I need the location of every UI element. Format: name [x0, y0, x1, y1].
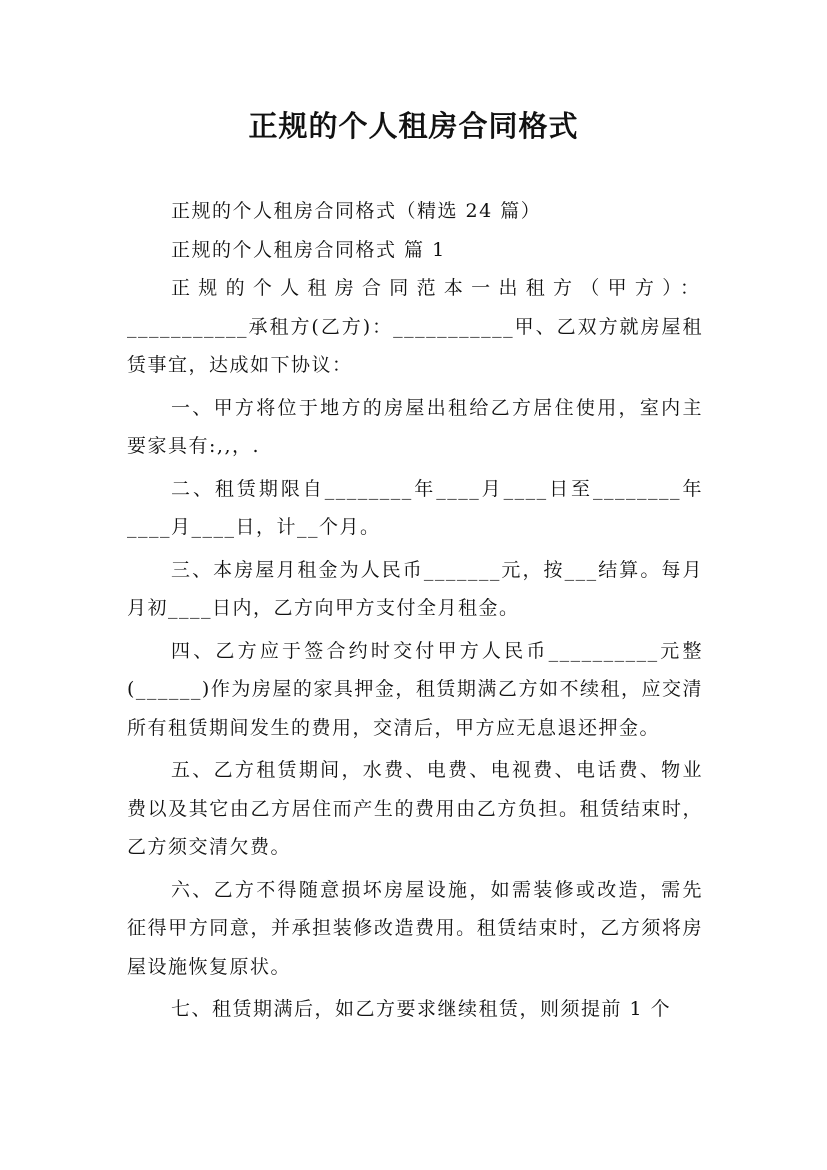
document-body [127, 192, 703, 1029]
clause-7: 七、租赁期满后，如乙方要求继续租赁，则须提前 1 个 [171, 998, 672, 1020]
clause-2: 二、租赁期限自________年____月____日至________年____月____日，计__个月。 [127, 477, 703, 538]
intro-line-1: 正规的个人租房合同范本一出租方（甲方）： [171, 277, 703, 299]
clause-5: 五、乙方租赁期间，水费、电费、电视费、电话费、物业费以及其它由乙方居住而产生的费用由乙方负担。租赁结束时，乙方须交清欠费。 [127, 759, 703, 858]
clause-6: 六、乙方不得随意损坏房屋设施，如需装修或改造，需先征得甲方同意，并承担装修改造费用。租赁结束时，乙方须将房屋设施恢复原状。 [127, 878, 703, 978]
clause-1: 一、甲方将位于地方的房屋出租给乙方居住使用，室内主要家具有:,,，. [127, 396, 703, 457]
document-title: 正规的个人租房合同格式 [248, 109, 579, 143]
clause-4: 四、乙方应于签合约时交付甲方人民币__________元整(______)作为房屋的家具押金，租赁期满乙方如不续租，应交清所有租赁期间发生的费用，交清后，甲方应无息退还押金。 [127, 639, 703, 739]
clause-3: 三、本房屋月租金为人民币_______元，按___结算。每月月初____日内，乙方向甲方支付全月租金。 [127, 558, 703, 619]
document-subtitle: 正规的个人租房合同格式（精选 24 篇） [171, 200, 542, 222]
intro-line-2: ___________承租方(乙方)：___________甲、乙双方就房屋租赁事宜，达成如下协议： [127, 315, 703, 376]
section-heading: 正规的个人租房合同格式 篇 1 [171, 238, 446, 261]
